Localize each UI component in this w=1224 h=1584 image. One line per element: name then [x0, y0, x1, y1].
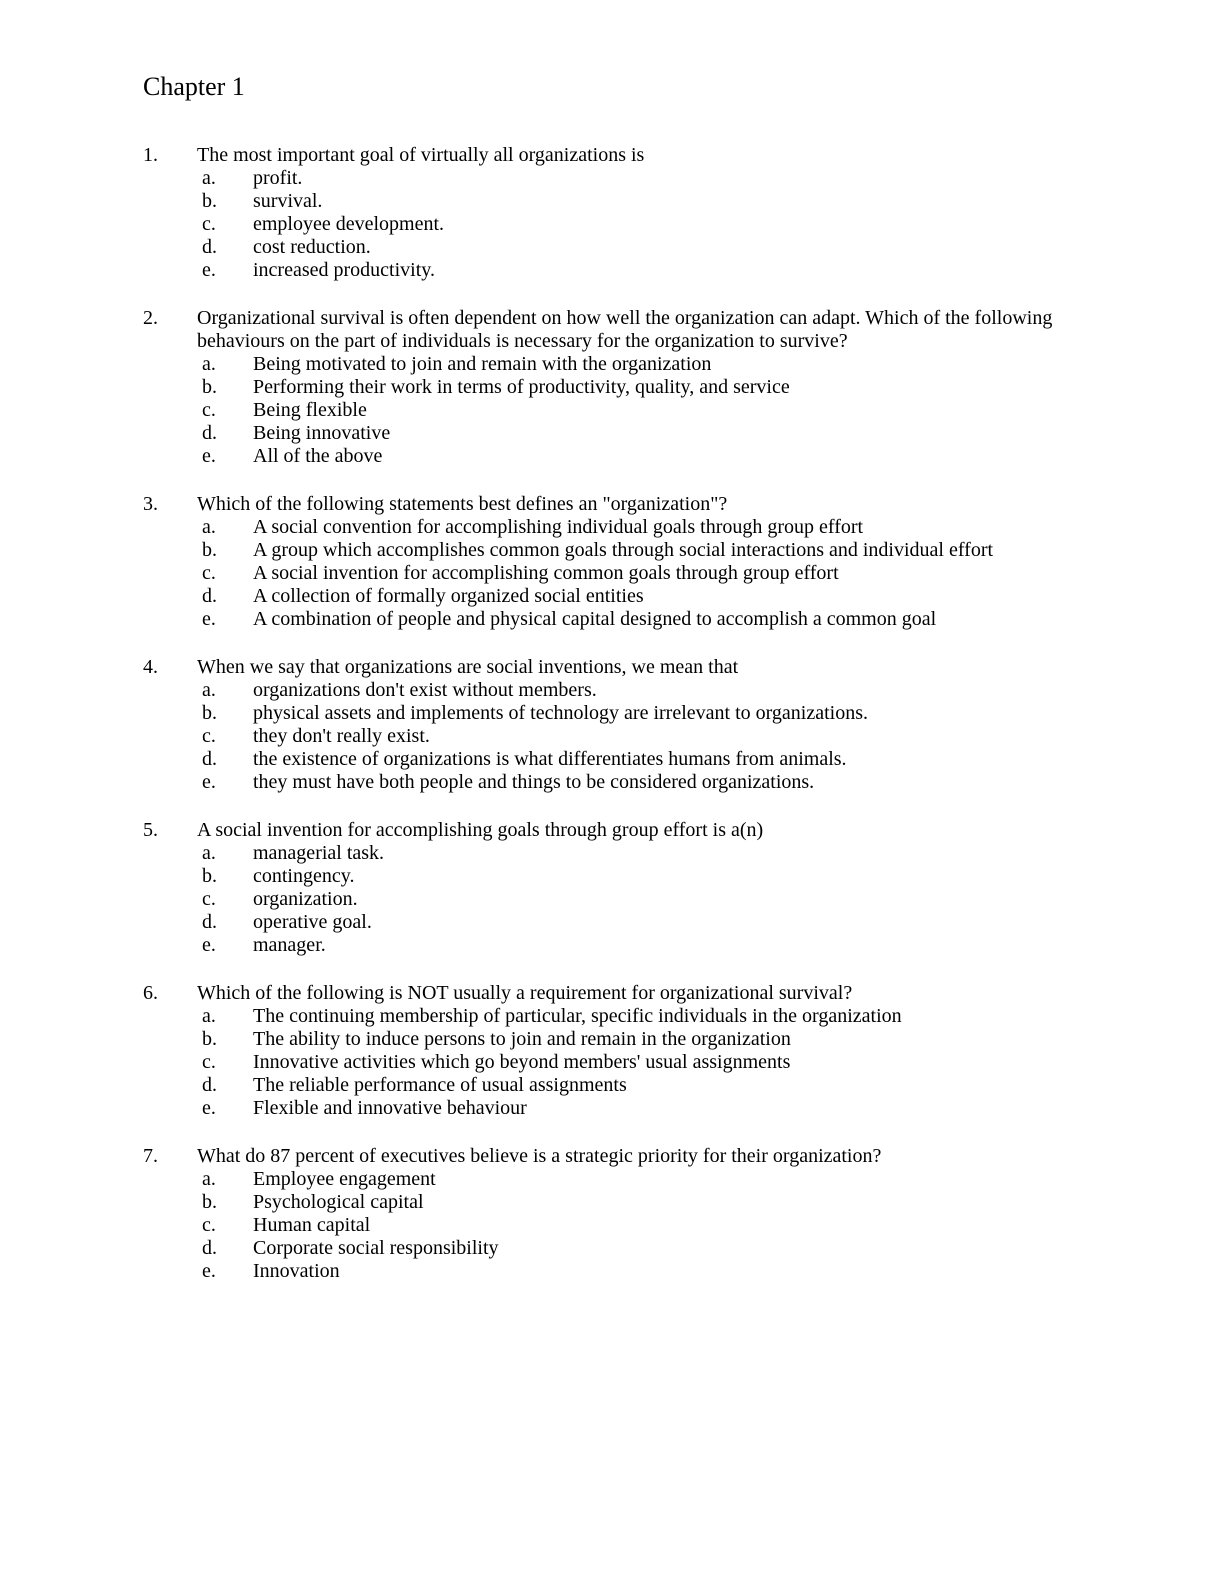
option-row — [202, 1051, 1104, 1074]
option-text: physical assets and implements of technology are irrelevant to organizations. — [253, 702, 869, 724]
option-row — [202, 445, 1104, 468]
question-stem — [143, 307, 1104, 353]
option-letter: d. — [202, 236, 217, 258]
option-text: All of the above — [253, 445, 383, 467]
option-text: they don't really exist. — [253, 725, 430, 747]
option-letter: b. — [202, 376, 217, 398]
option-row — [202, 1214, 1104, 1237]
question-number: 3. — [143, 493, 158, 515]
option-text: increased productivity. — [253, 259, 435, 281]
question-text: A social invention for accomplishing goals through group effort is a(n) — [197, 819, 764, 841]
option-row — [202, 236, 1104, 259]
option-row — [202, 1028, 1104, 1051]
option-text: manager. — [253, 934, 326, 956]
option-row — [202, 679, 1104, 702]
question-7 — [143, 1145, 1104, 1283]
option-row — [202, 585, 1104, 608]
option-letter: b. — [202, 190, 217, 212]
option-letter: b. — [202, 539, 217, 561]
question-text: What do 87 percent of executives believe is a strategic priority for their organization? — [197, 1145, 882, 1167]
option-letter: a. — [202, 353, 216, 375]
option-text: A social invention for accomplishing common goals through group effort — [253, 562, 839, 584]
question-5 — [143, 819, 1104, 957]
option-row — [202, 1074, 1104, 1097]
option-letter: e. — [202, 771, 216, 793]
option-row — [202, 167, 1104, 190]
option-letter: c. — [202, 213, 216, 235]
question-number: 4. — [143, 656, 158, 678]
option-row — [202, 1237, 1104, 1260]
option-row — [202, 562, 1104, 585]
option-row — [202, 353, 1104, 376]
option-text: survival. — [253, 190, 323, 212]
question-2 — [143, 307, 1104, 468]
option-letter: d. — [202, 585, 217, 607]
option-letter: a. — [202, 679, 216, 701]
option-text: they must have both people and things to be considered organizations. — [253, 771, 815, 793]
option-letter: c. — [202, 888, 216, 910]
option-letter: b. — [202, 865, 217, 887]
option-letter: b. — [202, 702, 217, 724]
option-letter: a. — [202, 1168, 216, 1190]
option-letter: c. — [202, 1051, 216, 1073]
option-text: organizations don't exist without members. — [253, 679, 597, 701]
option-text: Being motivated to join and remain with the organization — [253, 353, 712, 375]
option-row — [202, 608, 1104, 631]
question-4 — [143, 656, 1104, 794]
option-row — [202, 1191, 1104, 1214]
option-text: Performing their work in terms of productivity, quality, and service — [253, 376, 790, 398]
option-row — [202, 516, 1104, 539]
option-letter: a. — [202, 842, 216, 864]
option-row — [202, 771, 1104, 794]
option-text: The ability to induce persons to join and remain in the organization — [253, 1028, 791, 1050]
option-text: employee development. — [253, 213, 445, 235]
question-list — [143, 144, 1104, 1283]
option-text: The continuing membership of particular, specific individuals in the organization — [253, 1005, 902, 1027]
option-letter: c. — [202, 399, 216, 421]
question-number: 2. — [143, 307, 158, 329]
question-stem — [143, 982, 1104, 1005]
option-text: The reliable performance of usual assignments — [253, 1074, 627, 1096]
option-letter: e. — [202, 934, 216, 956]
option-row — [202, 259, 1104, 282]
option-row — [202, 748, 1104, 771]
option-row — [202, 1168, 1104, 1191]
option-letter: b. — [202, 1028, 217, 1050]
question-number: 5. — [143, 819, 158, 841]
option-letter: c. — [202, 562, 216, 584]
option-row — [202, 376, 1104, 399]
option-row — [202, 539, 1104, 562]
option-row — [202, 911, 1104, 934]
option-letter: d. — [202, 1237, 217, 1259]
option-letter: c. — [202, 1214, 216, 1236]
option-letter: d. — [202, 1074, 217, 1096]
question-text: The most important goal of virtually all organizations is — [197, 144, 645, 166]
question-stem — [143, 656, 1104, 679]
option-text: Corporate social responsibility — [253, 1237, 499, 1259]
option-text: Psychological capital — [253, 1191, 424, 1213]
option-text: Innovative activities which go beyond members' usual assignments — [253, 1051, 791, 1073]
question-number: 1. — [143, 144, 158, 166]
option-row — [202, 422, 1104, 445]
option-letter: e. — [202, 1260, 216, 1282]
option-row — [202, 190, 1104, 213]
option-text: Innovation — [253, 1260, 340, 1282]
option-text: Employee engagement — [253, 1168, 436, 1190]
question-number: 7. — [143, 1145, 158, 1167]
question-stem — [143, 819, 1104, 842]
option-text: cost reduction. — [253, 236, 371, 258]
option-text: profit. — [253, 167, 303, 189]
option-text: managerial task. — [253, 842, 385, 864]
option-text: Human capital — [253, 1214, 371, 1236]
option-text: Being flexible — [253, 399, 367, 421]
question-number: 6. — [143, 982, 158, 1004]
question-1 — [143, 144, 1104, 282]
question-stem — [143, 1145, 1104, 1168]
option-row — [202, 399, 1104, 422]
question-text: Organizational survival is often dependent on how well the organization can adapt. Which of the following behaviours on the part of individuals is necessary for the organization to survive? — [197, 307, 1053, 352]
option-letter: a. — [202, 516, 216, 538]
option-text: A group which accomplishes common goals through social interactions and individual effort — [253, 539, 994, 561]
option-text: A social convention for accomplishing individual goals through group effort — [253, 516, 864, 538]
option-letter: d. — [202, 422, 217, 444]
option-row — [202, 842, 1104, 865]
question-text: Which of the following statements best defines an "organization"? — [197, 493, 728, 515]
option-row — [202, 1005, 1104, 1028]
option-letter: e. — [202, 1097, 216, 1119]
question-3 — [143, 493, 1104, 631]
option-text: Flexible and innovative behaviour — [253, 1097, 527, 1119]
question-stem — [143, 144, 1104, 167]
option-text: contingency. — [253, 865, 355, 887]
option-letter: d. — [202, 748, 217, 770]
option-letter: d. — [202, 911, 217, 933]
option-letter: a. — [202, 1005, 216, 1027]
option-letter: b. — [202, 1191, 217, 1213]
option-row — [202, 1260, 1104, 1283]
option-row — [202, 1097, 1104, 1120]
question-stem — [143, 493, 1104, 516]
option-letter: e. — [202, 259, 216, 281]
option-text: organization. — [253, 888, 358, 910]
option-row — [202, 213, 1104, 236]
option-text: A combination of people and physical capital designed to accomplish a common goal — [253, 608, 937, 630]
option-text: operative goal. — [253, 911, 372, 933]
question-text: Which of the following is NOT usually a requirement for organizational survival? — [197, 982, 853, 1004]
option-row — [202, 865, 1104, 888]
option-row — [202, 888, 1104, 911]
option-row — [202, 725, 1104, 748]
option-letter: a. — [202, 167, 216, 189]
option-letter: e. — [202, 608, 216, 630]
question-text: When we say that organizations are social inventions, we mean that — [197, 656, 739, 678]
page-title: Chapter 1 — [143, 72, 245, 101]
option-letter: c. — [202, 725, 216, 747]
option-row — [202, 934, 1104, 957]
option-row — [202, 702, 1104, 725]
option-text: A collection of formally organized social entities — [253, 585, 644, 607]
question-6 — [143, 982, 1104, 1120]
option-text: Being innovative — [253, 422, 391, 444]
option-letter: e. — [202, 445, 216, 467]
option-text: the existence of organizations is what differentiates humans from animals. — [253, 748, 847, 770]
